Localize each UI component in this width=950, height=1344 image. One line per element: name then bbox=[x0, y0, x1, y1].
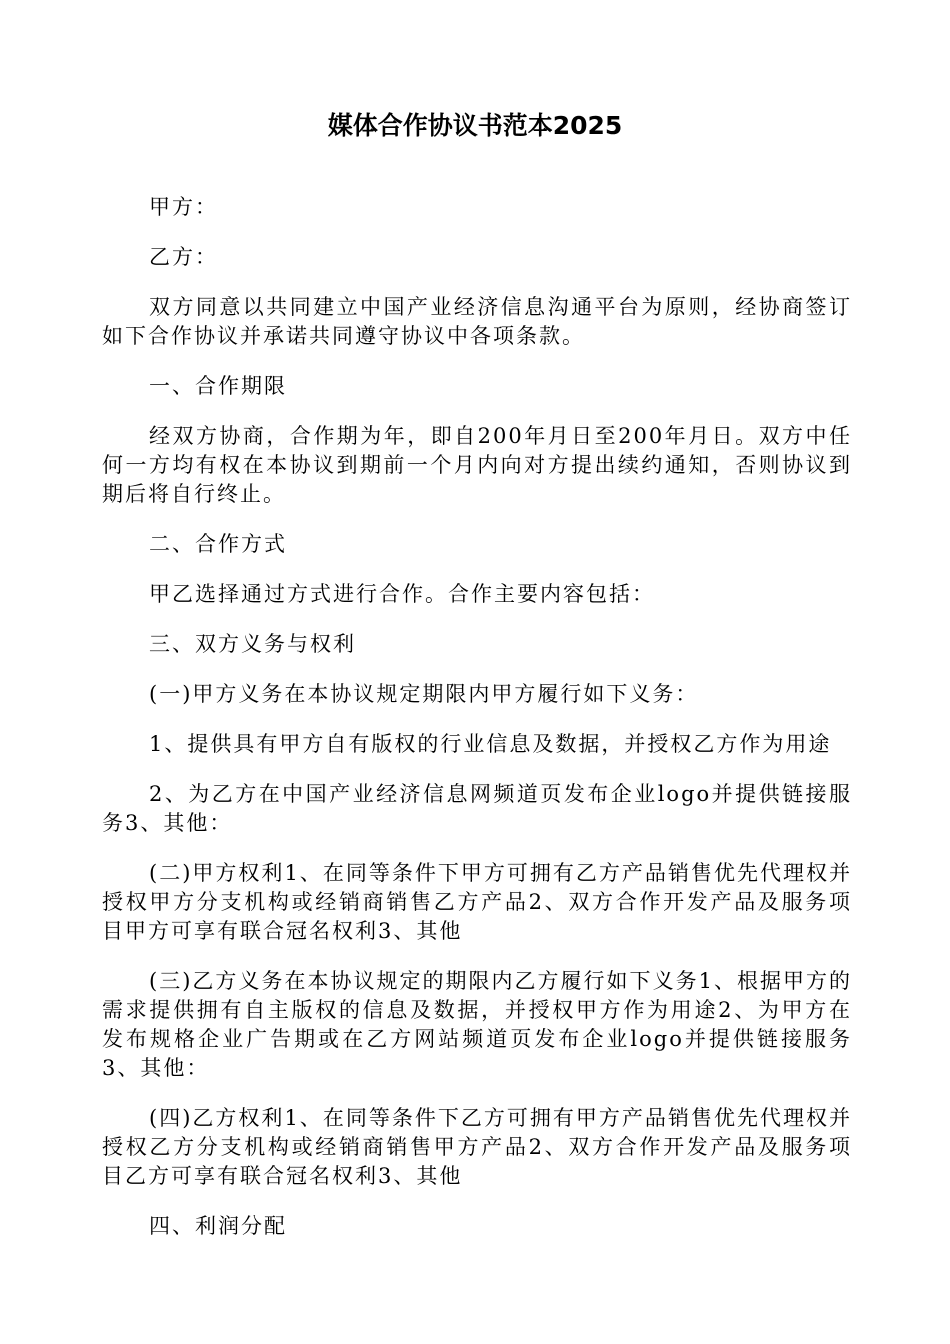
party-b-obligations-paragraph: (三)乙方义务在本协议规定的期限内乙方履行如下义务1、根据甲方的需求提供拥有自主版权的信息及数据，并授权甲方作为用途2、为甲方在发布规格企业广告期或在乙方网站频道页发布企业logo并提供链接服务3、其他： bbox=[102, 969, 852, 1080]
preamble-paragraph: 双方同意以共同建立中国产业经济信息沟通平台为原则，经协商签订如下合作协议并承诺共同遵守协议中各项条款。 bbox=[102, 295, 852, 348]
party-a-rights-paragraph: (二)甲方权利1、在同等条件下甲方可拥有乙方产品销售优先代理权并授权甲方分支机构或经销商销售乙方产品2、双方合作开发产品及服务项目甲方可享有联合冠名权利3、其他 bbox=[102, 861, 852, 943]
term-paragraph: 经双方协商，合作期为年，即自200年月日至200年月日。双方中任何一方均有权在本协议到期前一个月内向对方提出续约通知，否则协议到期后将自行终止。 bbox=[102, 424, 852, 506]
party-a-obligations-heading: (一)甲方义务在本协议规定期限内甲方履行如下义务： bbox=[149, 682, 699, 706]
section-heading-method: 二、合作方式 bbox=[149, 532, 287, 556]
method-paragraph: 甲乙选择通过方式进行合作。合作主要内容包括： bbox=[149, 582, 655, 606]
document-body bbox=[102, 193, 852, 1262]
section-heading-term: 一、合作期限 bbox=[149, 374, 287, 398]
section-heading-profit: 四、利润分配 bbox=[149, 1214, 287, 1238]
party-b-rights-paragraph: (四)乙方权利1、在同等条件下乙方可拥有甲方产品销售优先代理权并授权乙方分支机构或经销商销售甲方产品2、双方合作开发产品及服务项目乙方可享有联合冠名权利3、其他 bbox=[102, 1106, 852, 1188]
document-title: 媒体合作协议书范本2025 bbox=[327, 111, 623, 140]
section-heading-obligations: 三、双方义务与权利 bbox=[149, 632, 356, 656]
party-a-line: 甲方： bbox=[149, 195, 218, 219]
party-b-line: 乙方： bbox=[149, 245, 218, 269]
party-a-obligation-item-2: 2、为乙方在中国产业经济信息网频道页发布企业logo并提供链接服务3、其他： bbox=[102, 782, 852, 835]
party-a-obligation-item-1: 1、提供具有甲方自有版权的行业信息及数据，并授权乙方作为用途 bbox=[149, 732, 832, 756]
